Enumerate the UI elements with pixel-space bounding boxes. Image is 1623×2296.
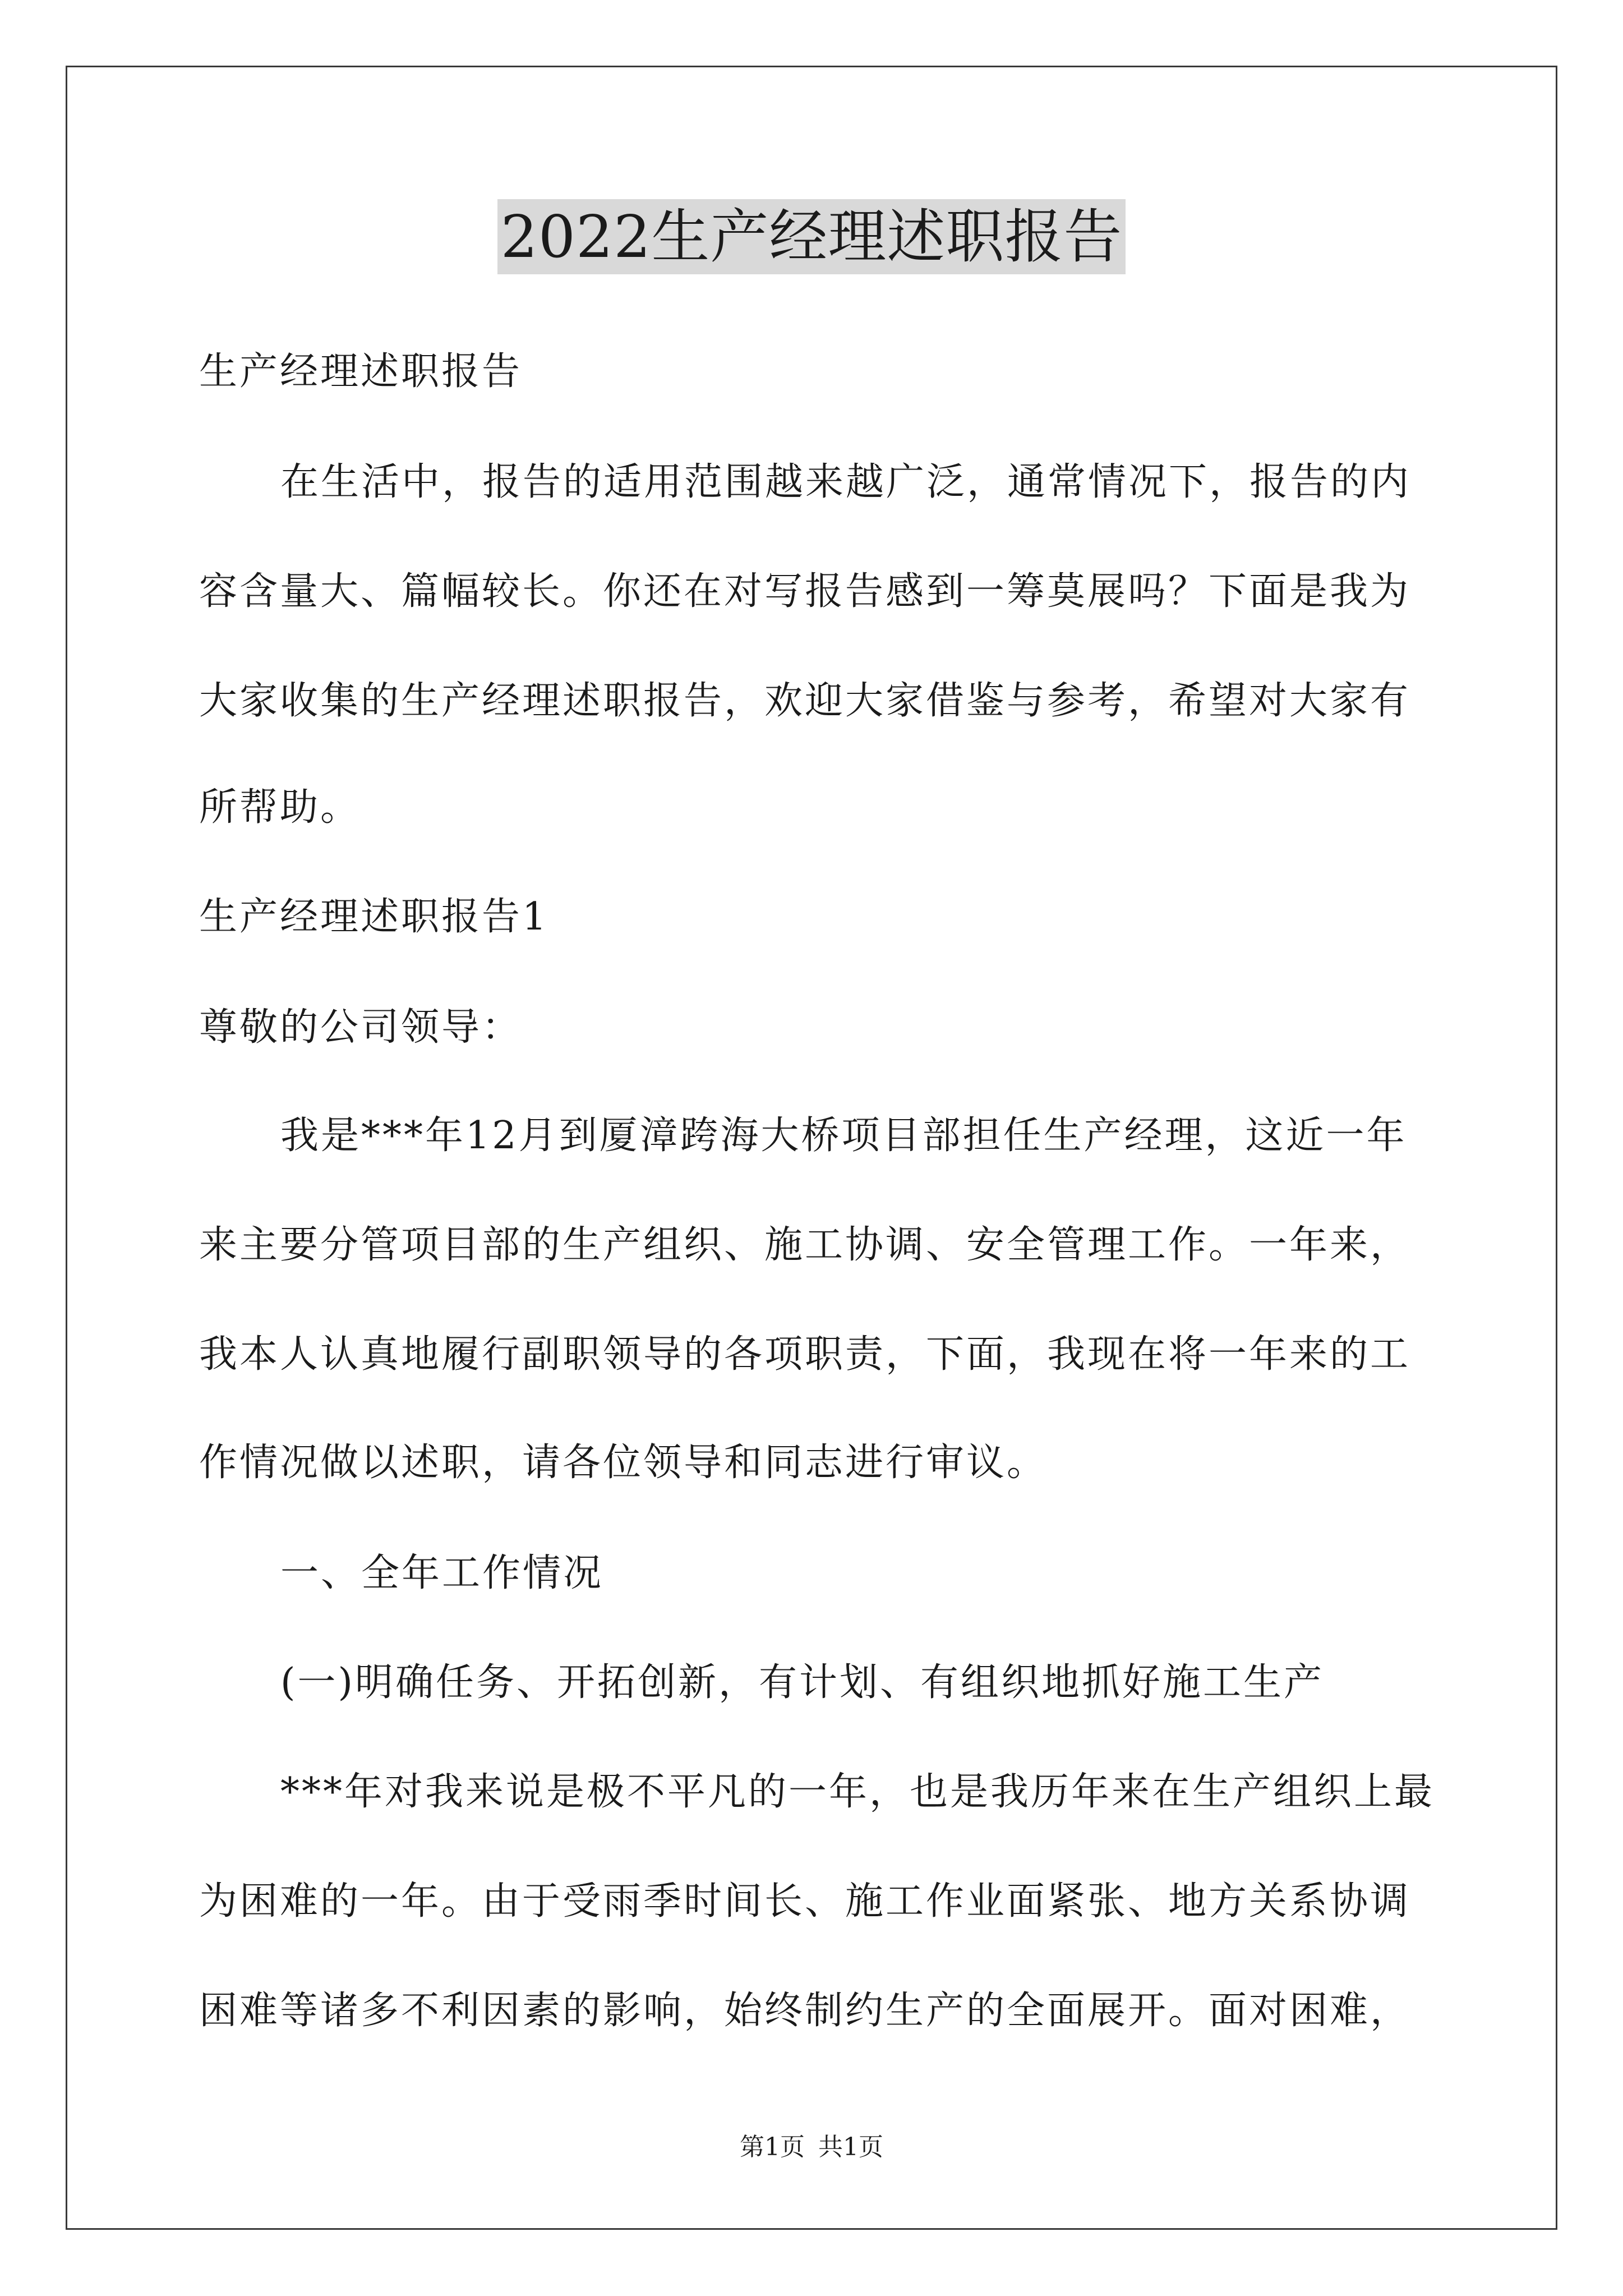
document-title: 2022生产经理述职报告 [497, 199, 1126, 274]
paragraph-line: 为困难的一年。由于受雨季时间长、施工作业面紧张、地方关系协调 [199, 1879, 1411, 1924]
page-footer [0, 2132, 1623, 2163]
page-number: 第1页 [740, 2133, 805, 2161]
paragraph-line: 困难等诸多不利因素的影响，始终制约生产的全面展开。面对困难， [199, 1989, 1411, 2033]
paragraph-line: 来主要分管项目部的生产组织、施工协调、安全管理工作。一年来， [199, 1223, 1411, 1267]
paragraph-line: 所帮助。 [199, 785, 361, 830]
title-container [0, 199, 1623, 274]
paragraph-line: ***年对我来说是极不平凡的一年，也是我历年来在生产组织上最 [280, 1770, 1435, 1814]
subsection-heading: 一、全年工作情况 [280, 1551, 604, 1595]
salutation: 尊敬的公司领导： [199, 1005, 523, 1050]
paragraph-line: 大家收集的生产经理述职报告，欢迎大家借鉴与参考，希望对大家有 [199, 679, 1411, 723]
paragraph-line: 容含量大、篇幅较长。你还在对写报告感到一筹莫展吗？下面是我为 [199, 569, 1411, 614]
section-heading: 生产经理述职报告1 [199, 895, 549, 939]
paragraph-line: 作情况做以述职，请各位领导和同志进行审议。 [199, 1441, 1048, 1485]
paragraph-line: 我本人认真地履行副职领导的各项职责，下面，我现在将一年来的工 [199, 1332, 1411, 1377]
paragraph-line: 我是***年12月到厦漳跨海大桥项目部担任生产经理，这近一年 [280, 1114, 1407, 1158]
page-total: 共1页 [818, 2133, 883, 2161]
subsection-heading: (一)明确任务、开拓创新，有计划、有组织地抓好施工生产 [280, 1660, 1325, 1705]
section-heading: 生产经理述职报告 [199, 349, 523, 394]
paragraph-line: 在生活中，报告的适用范围越来越广泛，通常情况下，报告的内 [280, 460, 1412, 504]
